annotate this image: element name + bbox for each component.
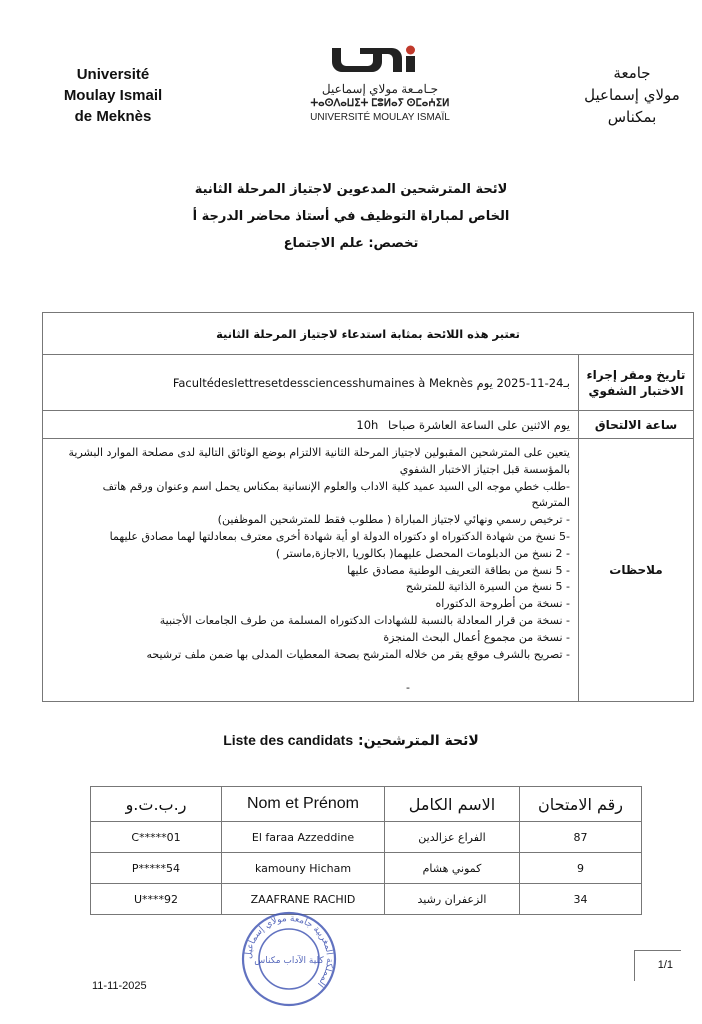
table-row xyxy=(91,822,642,853)
title-line-1: لائحة المترشحين المدعوين لاجتياز المرحلة الثانية xyxy=(194,182,508,197)
name-ar-cell: الزعفران رشيد xyxy=(385,884,520,915)
candidates-list-title: Liste des candidats لائحة المترشحين: xyxy=(223,732,479,749)
info-table-header: تعتبر هذه اللائحة بمثابة استدعاء لاجتياز المرحلة الثانية xyxy=(43,313,694,355)
name-fr-cell: ZAAFRANE RACHID xyxy=(222,884,385,915)
cin-cell: P*****54 xyxy=(91,853,222,884)
footer-date: 11-11-2025 xyxy=(92,980,147,992)
title-line-2: الخاص لمباراة التوظيف في أستاذ محاضر الدرجة أ xyxy=(192,209,510,224)
university-name-fr: Université Moulay Ismail de Meknès xyxy=(63,66,163,125)
column-header-cin: ر.ب.ت.و xyxy=(91,787,222,822)
arrival-time-label: ساعة الالتحاق xyxy=(579,411,694,439)
candidates-table xyxy=(90,786,642,915)
exam-date-place-value: Facultédeslettresetdessciencesshumaines à Meknès بـ24-11-2025 يوم xyxy=(43,355,579,411)
column-header-name-ar: الاسم الكامل xyxy=(385,787,520,822)
svg-text:كلية الآداب مكناس: كلية الآداب مكناس xyxy=(254,956,324,966)
notes-label: ملاحظات xyxy=(579,439,694,702)
umi-logo-icon xyxy=(308,44,452,78)
official-stamp xyxy=(240,910,338,1008)
cin-cell: C*****01 xyxy=(91,822,222,853)
cin-cell: U****92 xyxy=(91,884,222,915)
table-row xyxy=(91,853,642,884)
logo-arabic: جـامـعة مولاي إسماعيل xyxy=(321,82,439,96)
name-fr-cell: kamouny Hicham xyxy=(222,853,385,884)
column-header-exam-number: رقم الامتحان xyxy=(520,787,642,822)
page-number-box xyxy=(634,950,681,981)
exam-number-cell: 9 xyxy=(520,853,642,884)
exam-number-cell: 87 xyxy=(520,822,642,853)
table-header-row xyxy=(91,787,642,822)
document-titles xyxy=(0,176,702,257)
logo-tifinagh: ⵜⴰⵙⴷⴰⵡⵉⵜ ⵎⵓⵍⴰⵢ ⵙⵎⴰⵄⵉⵍ xyxy=(310,98,450,109)
column-header-name-fr: Nom et Prénom xyxy=(222,787,385,822)
university-name-ar: جامعة مولاي إسماعيل بمكناس xyxy=(584,64,680,126)
name-ar-cell: الفراع عزالدين xyxy=(385,822,520,853)
exam-date-place-label: تاريخ ومقر إجراء الاختبار الشفوي xyxy=(579,355,694,411)
title-line-3: تخصص: علم الاجتماع xyxy=(283,236,419,251)
logo-french: UNIVERSITÉ MOULAY ISMAÏL xyxy=(310,112,450,123)
university-logo xyxy=(308,44,452,134)
table-row xyxy=(91,884,642,915)
arrival-time-value: يوم الاثنين على الساعة العاشرة صباحا 10h xyxy=(43,411,579,439)
convocation-info-table xyxy=(42,312,694,702)
page-number: 1/1 xyxy=(657,959,673,971)
notes-content: يتعين على المترشحين المقبولين لاجتياز المرحلة الثانية الالتزام بوضع الوثائق التالية لدى مصلحة الموارد البشرية بالمؤسسة قبل اجتياز الاختبار الشفوي -طلب خطي موجه الى السيد عميد كلية الاداب والعلوم الإنسانية بمكناس يحمل اسم وعنوان ورقم هاتف المترشح - ترخيص رسمي ونهائي لاجتياز المباراة ( مطلوب فقط للمترشحين الموظفين) -5 نسخ من شهادة الدكتوراه او دكتوراه الدولة او أية شهادة أخرى معترف بمعادلتها لهما مصادق عليهما - 2 نسخ من الدبلومات المحصل عليهما( بكالوريا ,الاجازة,ماستر ) - 5 نسخ من بطاقة التعريف الوطنية مصادق عليها - 5 نسخ من السيرة الذاتية للمترشح - نسخة من أطروحة الدكتوراه - نسخة من قرار المعادلة بالنسبة للشهادات الدكتوراه المسلمة من طرف الجامعات الأجنبية - نسخة من مجموع أعمال البحث المنجزة - تصريح بالشرف موقع يقر من خلاله المترشح بصحة المعطيات المدلى بها ضمن ملف ترشيحه - xyxy=(43,439,579,702)
svg-text:المملكة المغربية جامعة مولاي إ: المملكة المغربية جامعة مولاي إسماعيل xyxy=(243,913,335,989)
name-ar-cell: كموني هشام xyxy=(385,853,520,884)
exam-number-cell: 34 xyxy=(520,884,642,915)
name-fr-cell: El faraa Azzeddine xyxy=(222,822,385,853)
